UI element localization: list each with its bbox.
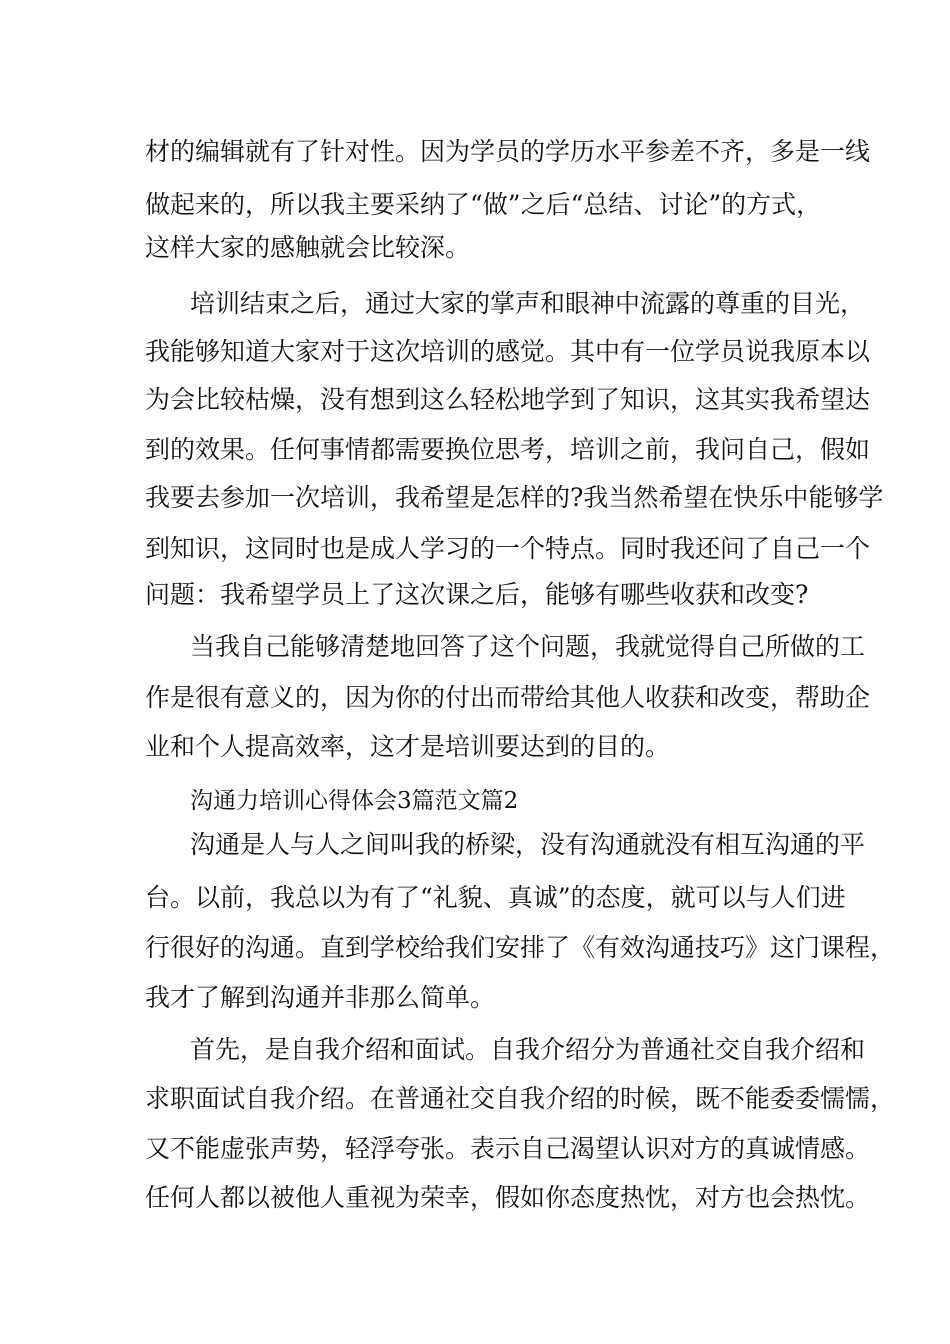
- paragraph-start-line: 首先，是自我介绍和面试。自我介绍分为普通社交自我介绍和: [190, 1035, 866, 1064]
- text-line: 我能够知道大家对于这次培训的感觉。其中有一位学员说我原本以: [145, 337, 871, 366]
- text-line: 台。以前，我总以为有了“礼貌、真诚”的态度，就可以与人们进: [145, 883, 846, 912]
- paragraph-start-line: 培训结束之后，通过大家的掌声和眼神中流露的尊重的目光，: [190, 289, 866, 318]
- text-line: 求职面试自我介绍。在普通社交自我介绍的时候，既不能委委懦懦，: [145, 1084, 896, 1113]
- text-line: 到的效果。任何事情都需要换位思考，培训之前，我问自己，假如: [145, 435, 871, 464]
- text-line: 作是很有意义的，因为你的付出而带给其他人收获和改变，帮助企: [145, 683, 871, 712]
- text-line: 我要去参加一次培训，我希望是怎样的?我当然希望在快乐中能够学: [145, 483, 884, 512]
- text-line: 问题：我希望学员上了这次课之后，能够有哪些收获和改变?: [145, 580, 809, 609]
- text-line: 任何人都以被他人重视为荣幸，假如你态度热忱，对方也会热忱。: [145, 1183, 871, 1212]
- text-line: 行很好的沟通。直到学校给我们安排了《有效沟通技巧》这门课程，: [145, 933, 896, 962]
- section-heading: 沟通力培训心得体会3篇范文篇2: [190, 788, 519, 814]
- paragraph-start-line: 当我自己能够清楚地回答了这个问题，我就觉得自己所做的工: [190, 632, 866, 661]
- text-line: 到知识，这同时也是成人学习的一个特点。同时我还问了自己一个: [145, 534, 871, 563]
- text-line: 做起来的，所以我主要采纳了“做”之后“总结、讨论”的方式，: [145, 190, 822, 219]
- text-line: 材的编辑就有了针对性。因为学员的学历水平参差不齐，多是一线: [145, 137, 871, 166]
- paragraph-start-line: 沟通是人与人之间叫我的桥梁，没有沟通就没有相互沟通的平: [190, 830, 866, 859]
- text-line: 为会比较枯燥，没有想到这么轻松地学到了知识，这其实我希望达: [145, 385, 871, 414]
- text-line: 我才了解到沟通并非那么简单。: [145, 983, 496, 1012]
- text-line: 业和个人提高效率，这才是培训要达到的目的。: [145, 732, 671, 761]
- text-line: 又不能虚张声势，轻浮夸张。表示自己渴望认识对方的真诚情感。: [145, 1134, 871, 1163]
- text-line: 这样大家的感触就会比较深。: [145, 233, 471, 262]
